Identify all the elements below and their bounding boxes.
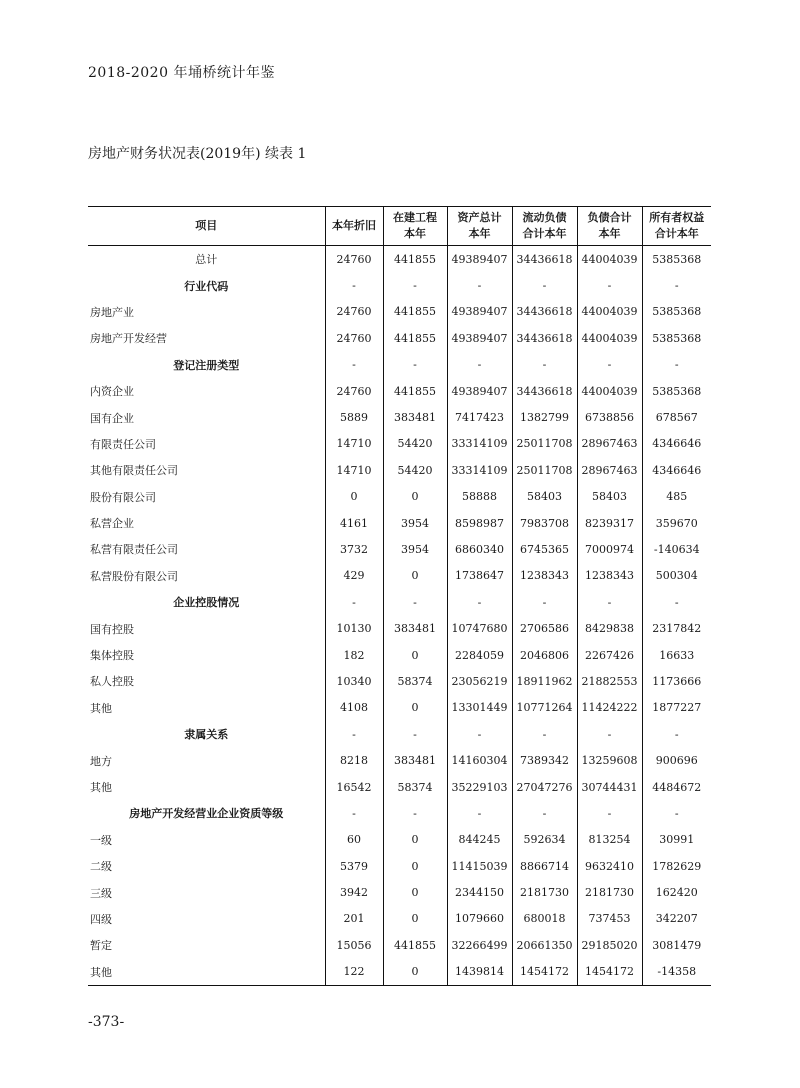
value-cell: 16542 [325,774,383,800]
value-cell: - [383,721,447,747]
running-head: 2018-2020 年埇桥统计年鉴 [88,65,275,81]
value-cell: 0 [383,959,447,986]
value-cell: 20661350 [512,932,577,958]
value-cell: 4161 [325,510,383,536]
table-row [88,642,711,668]
row-label: 房地产业 [90,305,134,319]
value-cell: 122 [325,959,383,986]
row-label: 内资企业 [90,385,134,399]
table-row [88,536,711,562]
value-cell: 1238343 [577,563,642,589]
table-row [88,484,711,510]
value-cell: 49389407 [447,325,512,351]
column-header [447,207,512,246]
value-cell: 500304 [642,563,711,589]
row-label: 私营企业 [90,517,134,531]
value-cell: - [383,800,447,826]
value-cell: - [577,721,642,747]
value-cell: - [447,272,512,298]
value-cell: 1877227 [642,695,711,721]
value-cell: - [577,272,642,298]
value-cell: 359670 [642,510,711,536]
value-cell: 10340 [325,668,383,694]
value-cell: 2046806 [512,642,577,668]
value-cell: - [325,721,383,747]
value-cell: 23056219 [447,668,512,694]
value-cell: 24760 [325,246,383,273]
table-row [88,906,711,932]
value-cell: 11424222 [577,695,642,721]
value-cell: 25011708 [512,457,577,483]
value-cell: 24760 [325,325,383,351]
section-heading-row [88,800,711,826]
value-cell: 813254 [577,827,642,853]
value-cell: 7983708 [512,510,577,536]
row-label: 其他有限责任公司 [90,464,178,478]
value-cell: 44004039 [577,246,642,273]
value-cell: - [383,589,447,615]
value-cell: 6738856 [577,404,642,430]
value-cell: 14710 [325,457,383,483]
value-cell: 1079660 [447,906,512,932]
table-title: 房地产财务状况表(2019年) 续表 1 [88,146,307,162]
value-cell: 592634 [512,827,577,853]
table-row [88,879,711,905]
value-cell: 0 [383,853,447,879]
value-cell: 10771264 [512,695,577,721]
column-header-line: 在建工程 [393,211,437,224]
value-cell: - [642,800,711,826]
value-cell: 18911962 [512,668,577,694]
value-cell: 1238343 [512,563,577,589]
value-cell: - [447,589,512,615]
value-cell: 429 [325,563,383,589]
value-cell: 15056 [325,932,383,958]
value-cell: 7000974 [577,536,642,562]
row-label: 房地产开发经营业企业资质等级 [129,807,284,821]
value-cell: 0 [383,827,447,853]
value-cell: 10130 [325,615,383,641]
value-cell: 28967463 [577,431,642,457]
table-row [88,457,711,483]
table-row [88,404,711,430]
row-label: 私人控股 [90,675,134,689]
value-cell: 4346646 [642,431,711,457]
value-cell: 2267426 [577,642,642,668]
value-cell: 0 [325,484,383,510]
column-header-line: 负债合计 [587,211,632,224]
row-label: 私营有限责任公司 [90,543,178,557]
value-cell: 2706586 [512,615,577,641]
value-cell: - [577,589,642,615]
value-cell: 14160304 [447,747,512,773]
value-cell: 44004039 [577,299,642,325]
value-cell: - [577,800,642,826]
value-cell: 49389407 [447,378,512,404]
value-cell: 4484672 [642,774,711,800]
value-cell: 54420 [383,457,447,483]
value-cell: 8866714 [512,853,577,879]
value-cell: - [512,721,577,747]
value-cell: 680018 [512,906,577,932]
value-cell: 30991 [642,827,711,853]
value-cell: 49389407 [447,299,512,325]
value-cell: 27047276 [512,774,577,800]
value-cell: 7417423 [447,404,512,430]
column-header-line: 项目 [195,219,218,232]
column-header-line: 资产总计 [457,211,502,224]
value-cell: 3954 [383,510,447,536]
value-cell: 3942 [325,879,383,905]
value-cell: 4346646 [642,457,711,483]
value-cell: 5385368 [642,378,711,404]
row-label: 房地产开发经营 [90,332,167,346]
value-cell: - [447,721,512,747]
value-cell: 33314109 [447,431,512,457]
value-cell: - [383,352,447,378]
column-header [325,207,383,246]
table-row [88,695,711,721]
value-cell: 0 [383,484,447,510]
value-cell: 844245 [447,827,512,853]
value-cell: - [512,272,577,298]
value-cell: 8429838 [577,615,642,641]
value-cell: 678567 [642,404,711,430]
value-cell: 8239317 [577,510,642,536]
value-cell: 1173666 [642,668,711,694]
table-header-row [88,207,711,246]
value-cell: 21882553 [577,668,642,694]
table-row [88,246,711,273]
value-cell: 34436618 [512,246,577,273]
column-header-line: 合计本年 [522,227,567,240]
value-cell: 8598987 [447,510,512,536]
value-cell: - [642,352,711,378]
value-cell: 900696 [642,747,711,773]
row-label: 行业代码 [184,279,229,293]
value-cell: 49389407 [447,246,512,273]
value-cell: 25011708 [512,431,577,457]
section-heading-row [88,272,711,298]
value-cell: - [383,272,447,298]
value-cell: 162420 [642,879,711,905]
value-cell: 1454172 [512,959,577,986]
value-cell: 29185020 [577,932,642,958]
value-cell: 1382799 [512,404,577,430]
page-number: -373- [88,1014,125,1030]
table-row [88,431,711,457]
row-label: 地方 [90,754,112,768]
value-cell: 0 [383,906,447,932]
real-estate-finance-table [88,206,711,986]
value-cell: 383481 [383,615,447,641]
value-cell: 28967463 [577,457,642,483]
value-cell: 13259608 [577,747,642,773]
value-cell: 32266499 [447,932,512,958]
value-cell: 441855 [383,246,447,273]
value-cell: 0 [383,879,447,905]
value-cell: 5889 [325,404,383,430]
value-cell: 11415039 [447,853,512,879]
value-cell: - [325,800,383,826]
value-cell: 58374 [383,668,447,694]
column-header-line: 本年 [468,227,491,240]
row-label: 登记注册类型 [173,358,240,372]
value-cell: 441855 [383,325,447,351]
column-header [642,207,711,246]
row-label: 暂定 [90,939,112,953]
table-row [88,510,711,536]
row-label: 国有企业 [90,411,134,425]
row-label: 私营股份有限公司 [90,569,178,583]
row-label: 一级 [90,833,112,847]
value-cell: -14358 [642,959,711,986]
table-row [88,299,711,325]
value-cell: 0 [383,695,447,721]
table-row [88,747,711,773]
value-cell: - [512,589,577,615]
value-cell: 201 [325,906,383,932]
value-cell: 34436618 [512,299,577,325]
row-label: 三级 [90,886,112,900]
value-cell: 16633 [642,642,711,668]
value-cell: 58374 [383,774,447,800]
value-cell: 342207 [642,906,711,932]
section-heading-row [88,721,711,747]
column-header-line: 合计本年 [654,227,699,240]
value-cell: 10747680 [447,615,512,641]
value-cell: 24760 [325,299,383,325]
value-cell: 34436618 [512,325,577,351]
value-cell: -140634 [642,536,711,562]
value-cell: - [325,589,383,615]
value-cell: 3954 [383,536,447,562]
row-label: 其他 [90,965,112,979]
value-cell: - [577,352,642,378]
column-header-line: 本年 [598,227,621,240]
value-cell: 58888 [447,484,512,510]
value-cell: 24760 [325,378,383,404]
column-header-line: 流动负债 [522,211,567,224]
value-cell: 441855 [383,299,447,325]
row-label: 其他 [90,781,112,794]
value-cell: 6860340 [447,536,512,562]
value-cell: 2344150 [447,879,512,905]
value-cell: 60 [325,827,383,853]
value-cell: 2284059 [447,642,512,668]
column-header [88,207,325,246]
value-cell: 2317842 [642,615,711,641]
row-label: 股份有限公司 [90,490,156,504]
value-cell: 9632410 [577,853,642,879]
value-cell: 44004039 [577,378,642,404]
value-cell: 33314109 [447,457,512,483]
value-cell: 13301449 [447,695,512,721]
value-cell: 1738647 [447,563,512,589]
row-label: 其他 [90,701,112,715]
table-row [88,827,711,853]
value-cell: 441855 [383,378,447,404]
value-cell: 44004039 [577,325,642,351]
value-cell: 0 [383,563,447,589]
value-cell: 1439814 [447,959,512,986]
section-heading-row [88,352,711,378]
value-cell: - [447,352,512,378]
value-cell: 4108 [325,695,383,721]
column-header-line: 本年 [404,227,426,240]
value-cell: - [642,272,711,298]
value-cell: - [642,589,711,615]
value-cell: - [325,352,383,378]
value-cell: 383481 [383,747,447,773]
table-row [88,774,711,800]
value-cell: 5385368 [642,299,711,325]
row-label: 四级 [90,912,112,926]
value-cell: 58403 [577,484,642,510]
column-header [577,207,642,246]
value-cell: 54420 [383,431,447,457]
value-cell: 485 [642,484,711,510]
value-cell: - [325,272,383,298]
value-cell: 3732 [325,536,383,562]
value-cell: - [512,352,577,378]
value-cell: 30744431 [577,774,642,800]
value-cell: 58403 [512,484,577,510]
row-label: 有限责任公司 [90,437,156,451]
row-label: 企业控股情况 [173,596,240,610]
row-label: 国有控股 [90,622,134,636]
value-cell: 2181730 [512,879,577,905]
value-cell: 441855 [383,932,447,958]
value-cell: 2181730 [577,879,642,905]
row-label: 二级 [90,860,112,874]
column-header [383,207,447,246]
table-row [88,853,711,879]
value-cell: 3081479 [642,932,711,958]
column-header-line: 所有者权益 [649,211,705,224]
value-cell: 383481 [383,404,447,430]
value-cell: 5385368 [642,246,711,273]
value-cell: 1454172 [577,959,642,986]
value-cell: 5385368 [642,325,711,351]
value-cell: 1782629 [642,853,711,879]
column-header [512,207,577,246]
table-row [88,378,711,404]
value-cell: 6745365 [512,536,577,562]
value-cell: 5379 [325,853,383,879]
row-label: 隶属关系 [184,728,229,742]
table-row [88,563,711,589]
value-cell: 8218 [325,747,383,773]
row-label: 集体控股 [90,649,134,663]
section-heading-row [88,589,711,615]
value-cell: 182 [325,642,383,668]
value-cell: 0 [383,642,447,668]
table-row [88,932,711,958]
table-row [88,668,711,694]
column-header-line: 本年折旧 [332,219,376,232]
table-row [88,959,711,986]
value-cell: 34436618 [512,378,577,404]
value-cell: - [642,721,711,747]
table-row [88,615,711,641]
row-label: 总计 [195,253,218,267]
table-row [88,325,711,351]
value-cell: - [447,800,512,826]
value-cell: 7389342 [512,747,577,773]
value-cell: - [512,800,577,826]
value-cell: 35229103 [447,774,512,800]
value-cell: 737453 [577,906,642,932]
value-cell: 14710 [325,431,383,457]
